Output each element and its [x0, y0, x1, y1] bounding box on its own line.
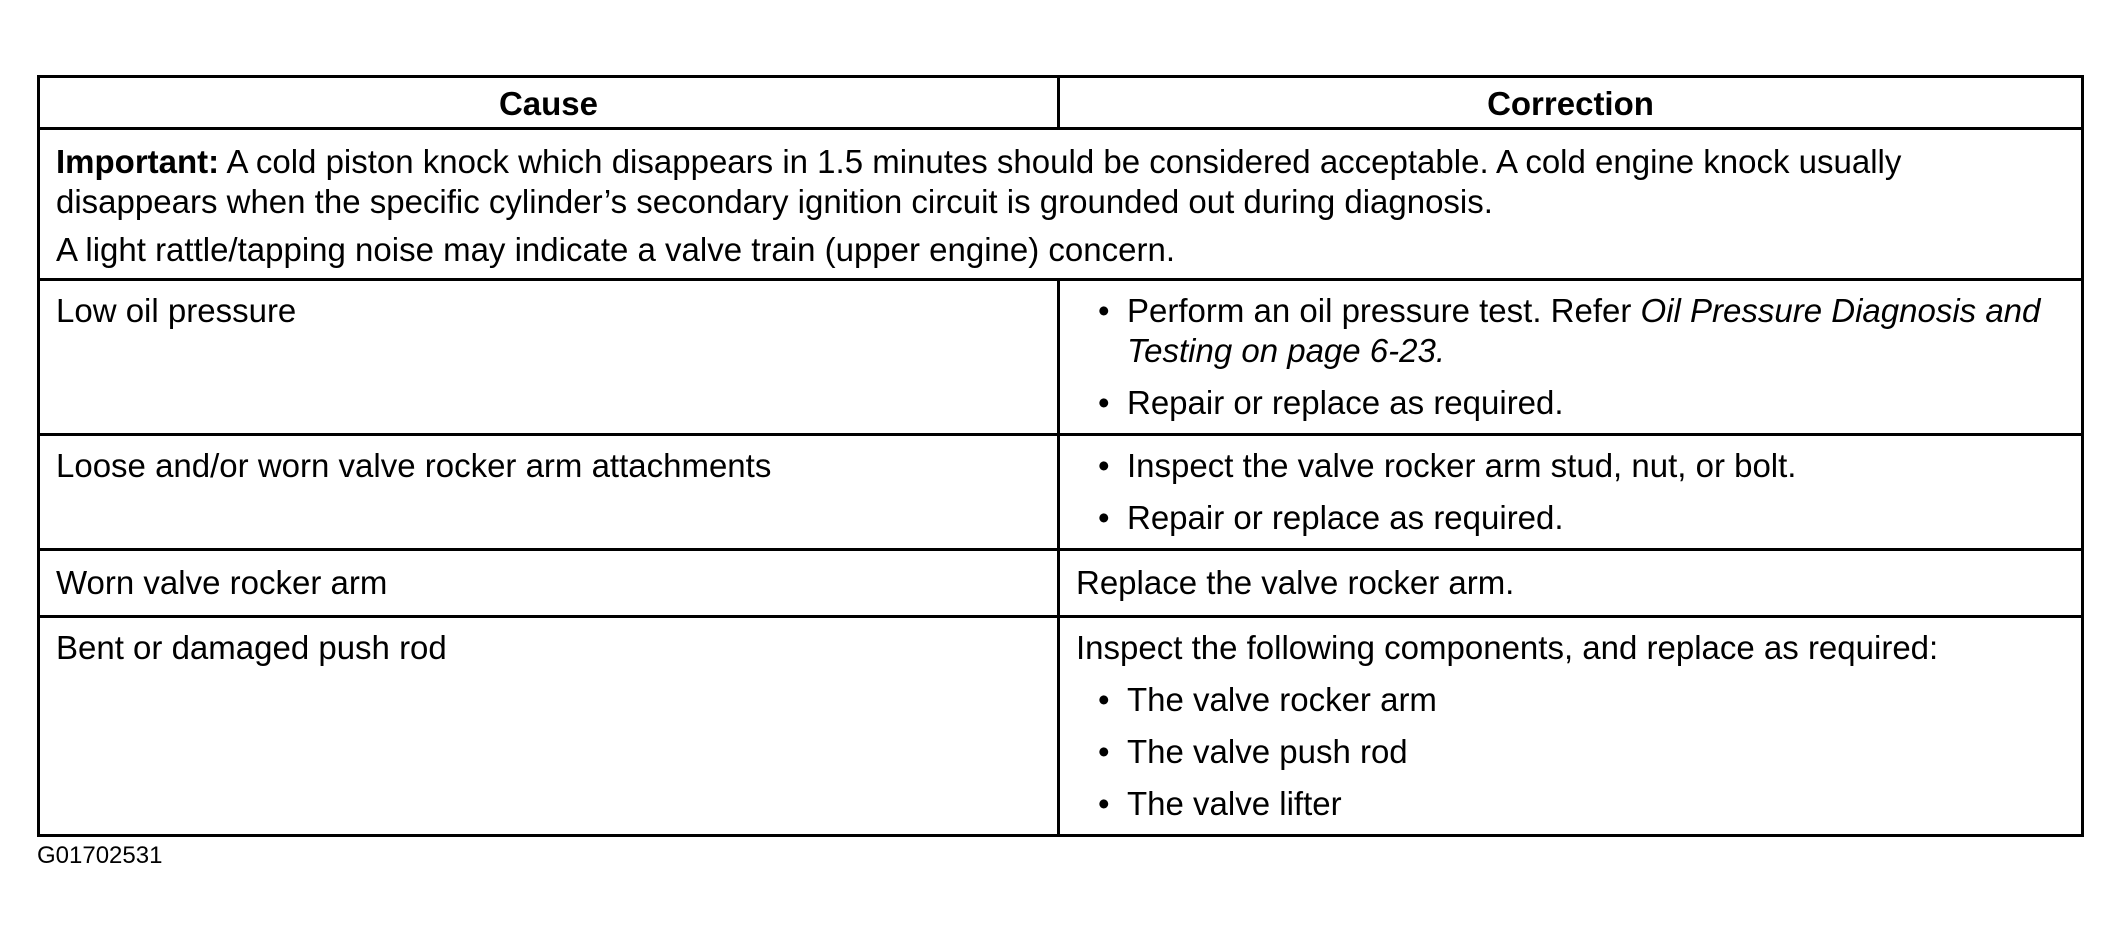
correction-cell — [1059, 435, 2083, 550]
important-text: A cold piston knock which disappears in 1.5 minutes should be considered acceptable. A cold engine knock usually disappears when the specific cylinder’s secondary ignition circuit is grounded out during diagnosis. — [56, 143, 1902, 220]
cause-cell: Loose and/or worn valve rocker arm attachments — [39, 435, 1059, 550]
important-note — [56, 142, 2061, 222]
cause-cell: Bent or damaged push rod — [39, 617, 1059, 836]
list-item: • The valve lifter — [1076, 784, 2081, 824]
figure-id: G01702531 — [37, 842, 163, 869]
list-item: • Repair or replace as required. — [1076, 383, 2081, 423]
important-label: Important: — [56, 143, 220, 180]
table-header-row — [39, 77, 2083, 129]
cause-cell: Low oil pressure — [39, 280, 1059, 435]
cross-reference: Oil Pressure Diagnosis and Testing on page 6-23 — [1127, 292, 2041, 369]
list-item — [1076, 291, 2081, 371]
correction-list — [1076, 291, 2081, 423]
correction-list — [1076, 446, 2081, 538]
correction-intro: Inspect the following components, and replace as required: — [1076, 629, 1939, 666]
list-item: • The valve push rod — [1076, 732, 2081, 772]
correction-cell: Replace the valve rocker arm. — [1059, 550, 2083, 617]
important-note-cell — [39, 129, 2083, 280]
table-row — [39, 617, 2083, 836]
cause-cell: Worn valve rocker arm — [39, 550, 1059, 617]
table-row — [39, 550, 2083, 617]
list-item: • Repair or replace as required. — [1076, 498, 2081, 538]
diagnosis-table — [37, 75, 2084, 837]
correction-cell — [1059, 617, 2083, 836]
cross-reference-suffix: . — [1435, 332, 1446, 369]
correction-cell — [1059, 280, 2083, 435]
list-item: • Inspect the valve rocker arm stud, nut, or bolt. — [1076, 446, 2081, 486]
bullet-text: Perform an oil pressure test. Refer — [1127, 292, 1641, 329]
table-row — [39, 435, 2083, 550]
important-note-row — [39, 129, 2083, 280]
table-row — [39, 280, 2083, 435]
list-item: • The valve rocker arm — [1076, 680, 2081, 720]
correction-list — [1076, 680, 2081, 824]
header-correction: Correction — [1059, 77, 2083, 129]
important-second-line: A light rattle/tapping noise may indicate a valve train (upper engine) concern. — [56, 231, 1175, 268]
header-cause: Cause — [39, 77, 1059, 129]
